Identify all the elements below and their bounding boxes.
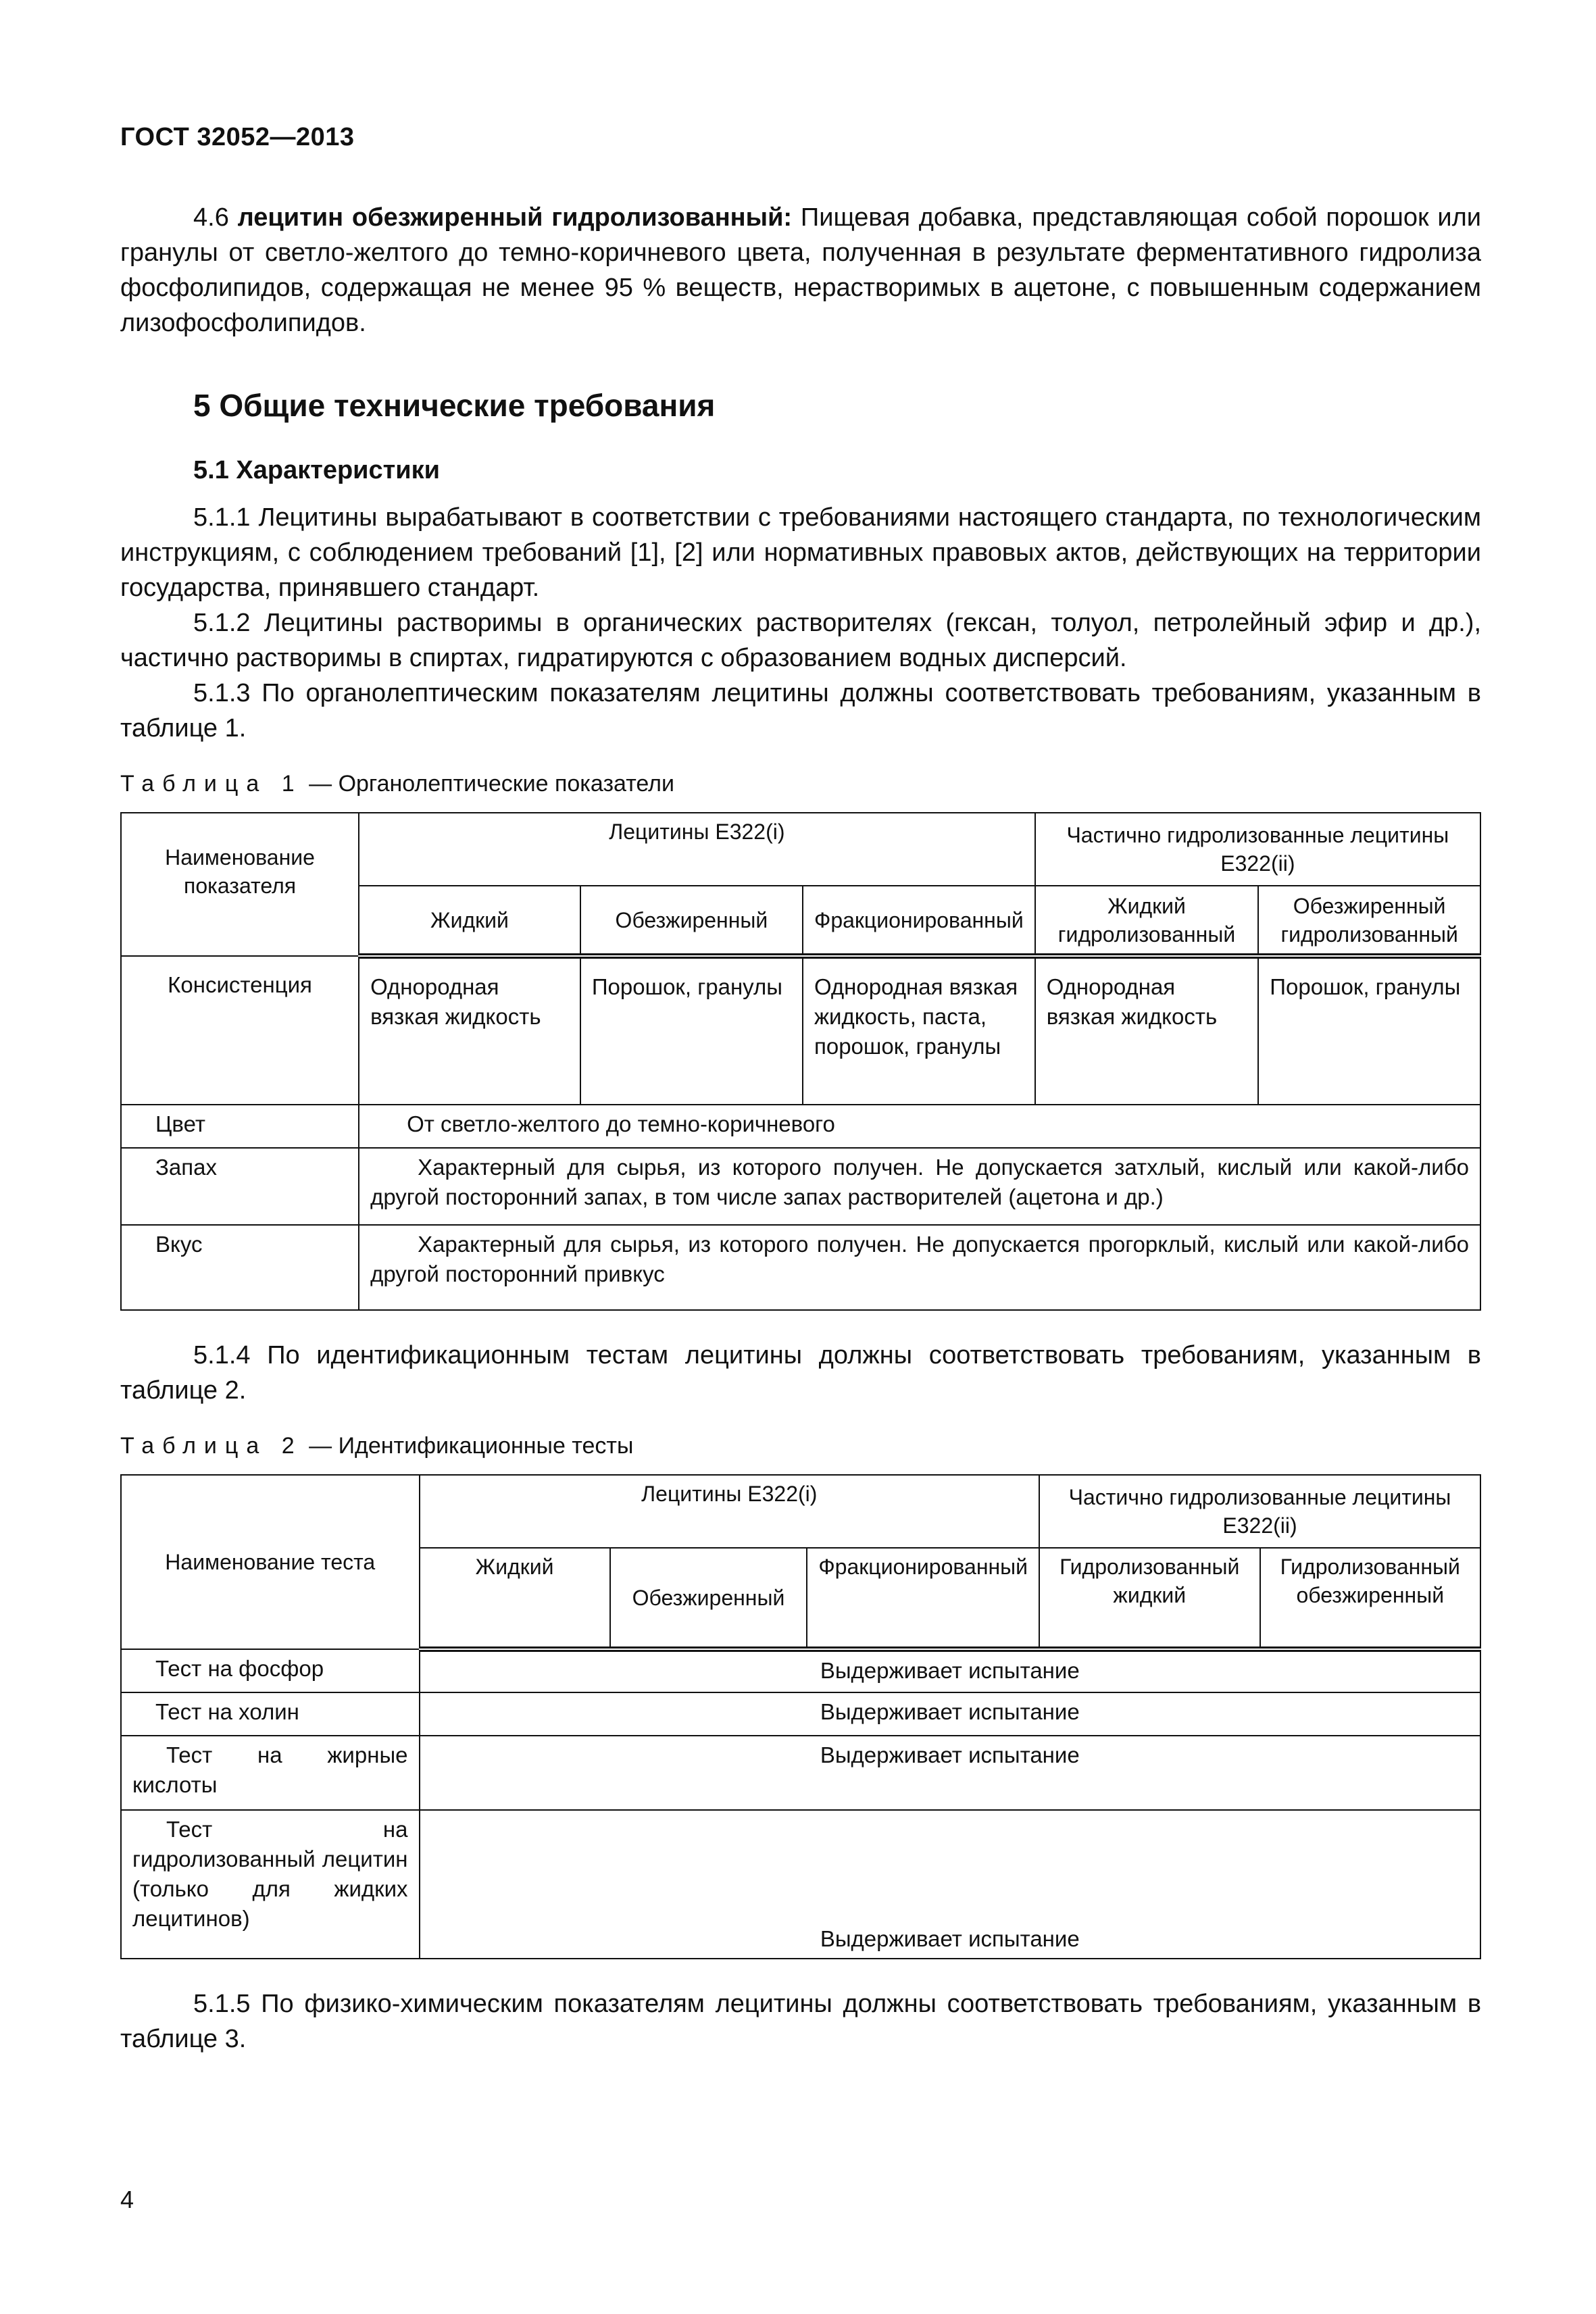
page-number: 4 (120, 2186, 134, 2213)
document-id-header: ГОСТ 32052—2013 (120, 123, 355, 151)
table2-head-group1: Лецитины Е322(i) (420, 1475, 1040, 1548)
table2-caption-text: — Идентификационные тесты (302, 1433, 634, 1459)
table2-row-name: Тест на фосфор (121, 1649, 420, 1692)
table1-head-group1: Лецитины Е322(i) (359, 813, 1035, 886)
table1-merged-cell: Характерный для сырья, из которого получен. Не допускается затхлый, кислый или какой-либо другой посторонний запах, в том числе запах растворителей (ацетона и др.) (359, 1148, 1480, 1225)
table2-subhead: Гидролизованный жидкий (1039, 1548, 1260, 1649)
table2-result: Выдерживает испытание (420, 1810, 1480, 1959)
table1-row-name: Цвет (121, 1105, 359, 1148)
paragraph-5-1-4: 5.1.4 По идентификационным тестам лецитины должны соответствовать требованиям, указанным в таблице 2. (120, 1341, 1481, 1405)
section-title: 5 Общие технические требования (193, 388, 716, 423)
table2-subhead: Гидролизованный обезжиренный (1260, 1548, 1481, 1649)
clause-4-6 (120, 200, 1481, 341)
clause-term: лецитин обезжиренный гидролизованный: (237, 203, 793, 232)
table2-identification (120, 1474, 1481, 1959)
table2-caption (120, 1431, 1481, 1461)
paragraph-5-1-2: 5.1.2 Лецитины растворимы в органических растворителях (гексан, толуол, петролейный эфир и др.), частично растворимы в спиртах, гидратируются с образованием водных дисперсий. (120, 609, 1481, 672)
clause-number: 4.6 (193, 203, 229, 232)
table1-subhead: Фракционированный (803, 886, 1035, 956)
table2-head-name: Наименование теста (121, 1475, 420, 1649)
table1-subhead: Жидкий гидролизованный (1035, 886, 1259, 956)
table1-cell: Однородная вязкая жидкость (1035, 956, 1259, 1105)
table2-row-name: Тест на гидролизованный лецитин (только для жидких лецитинов) (121, 1810, 420, 1959)
table1-caption-text: — Органолептические показатели (302, 771, 675, 797)
table1-head-group2: Частично гидролизованные лецитины Е322(ii) (1035, 813, 1480, 886)
table1-merged-cell: Характерный для сырья, из которого получен. Не допускается прогорклый, кислый или какой-либо другой посторонний привкус (359, 1225, 1480, 1310)
table2-row-name: Тест на жирные кислоты (121, 1736, 420, 1810)
table2-subhead: Жидкий (420, 1548, 610, 1649)
table2-result: Выдерживает испытание (420, 1692, 1480, 1736)
table1-cell: Однородная вязкая жидкость (359, 956, 580, 1105)
subsection-title: 5.1 Характеристики (193, 456, 441, 484)
paragraph-5-1-5: 5.1.5 По физико-химическим показателям лецитины должны соответствовать требованиям, указанным в таблице 3. (120, 1990, 1481, 2053)
table1-cell: Порошок, гранулы (580, 956, 803, 1105)
table2-subhead: Фракционированный (807, 1548, 1039, 1649)
page-content (120, 200, 1481, 2057)
table1-merged-cell: От светло-желтого до темно-коричневого (359, 1105, 1480, 1148)
table2-subhead: Обезжиренный (610, 1548, 807, 1649)
table1-row-name: Вкус (121, 1225, 359, 1310)
table1-subhead: Обезжиренный гидролизованный (1258, 886, 1480, 956)
table1-head-name: Наименование показателя (121, 813, 359, 956)
table1-caption (120, 769, 1481, 799)
clause-definition: Пищевая добавка, представляющая собой порошок или гранулы от светло-желтого до темно-коричневого цвета, полученная в результате ферментативного гидролиза фосфолипидов, содержащая не менее 95 % веществ, нерастворимых в ацетоне, с повышенным содержанием лизофосфолипидов. (120, 203, 1482, 337)
table2-head-group2: Частично гидролизованные лецитины Е322(ii) (1039, 1475, 1480, 1548)
paragraph-5-1-1: 5.1.1 Лецитины вырабатывают в соответствии с требованиями настоящего стандарта, по технологическим инструкциям, с соблюдением требований [1], [2] или нормативных правовых актов, действующих на территории государства, принявшего стандарт. (120, 503, 1481, 602)
table1-cell: Порошок, гранулы (1258, 956, 1480, 1105)
table2-row-name: Тест на холин (121, 1692, 420, 1736)
table2-caption-label: Таблица 2 (120, 1433, 303, 1459)
paragraph-5-1-3: 5.1.3 По органолептическим показателям лецитины должны соответствовать требованиям, указанным в таблице 1. (120, 679, 1481, 743)
table1-subhead: Обезжиренный (580, 886, 803, 956)
table1-row-name: Запах (121, 1148, 359, 1225)
table1-row-name: Консистенция (121, 956, 359, 1105)
table2-result: Выдерживает испытание (420, 1736, 1480, 1810)
table2-result: Выдерживает испытание (420, 1649, 1480, 1692)
table1-cell: Однородная вязкая жидкость, паста, порошок, гранулы (803, 956, 1035, 1105)
table1-organoleptic (120, 812, 1481, 1311)
table1-subhead: Жидкий (359, 886, 580, 956)
table1-caption-label: Таблица 1 (120, 771, 303, 797)
